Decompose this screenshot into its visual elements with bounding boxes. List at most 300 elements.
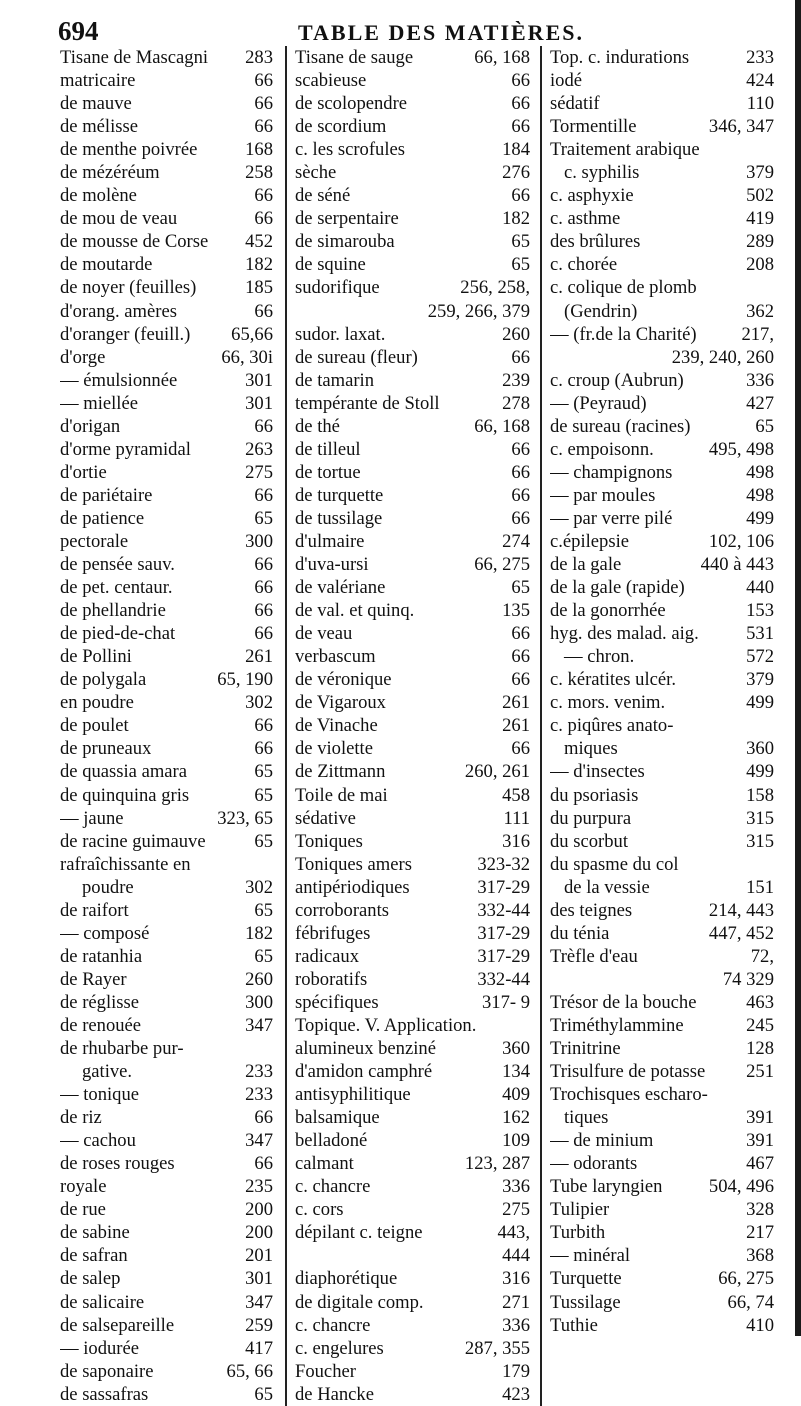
index-entry <box>295 760 530 783</box>
entry-pages: 440 à 443 <box>700 554 774 576</box>
index-entry <box>295 1314 530 1337</box>
entry-label: de mélisse <box>60 116 138 138</box>
entry-label: antipériodiques <box>295 876 410 898</box>
entry-pages: 278 <box>502 392 530 414</box>
index-entry <box>60 922 273 945</box>
entry-pages: 323, 65 <box>217 807 273 829</box>
entry-label: c. croup (Aubrun) <box>550 369 684 391</box>
entry-pages: 66 <box>511 623 530 645</box>
index-entry <box>60 991 273 1014</box>
entry-label: d'uva-ursi <box>295 554 369 576</box>
entry-pages: 302 <box>245 692 273 714</box>
entry-pages: 259 <box>245 1314 273 1336</box>
entry-label: de mézéréum <box>60 162 160 184</box>
entry-pages: 572 <box>746 646 774 668</box>
index-entry <box>60 1129 273 1152</box>
index-entry <box>550 1083 774 1106</box>
entry-label: Trinitrine <box>550 1038 621 1060</box>
entry-label: miques <box>564 738 618 760</box>
entry-pages: 317- 9 <box>481 991 530 1013</box>
index-entry <box>550 1106 774 1129</box>
entry-pages: 300 <box>245 991 273 1013</box>
index-entry <box>60 438 273 461</box>
entry-pages: 66, 275 <box>718 1268 774 1290</box>
entry-pages: 239, 240, 260 <box>671 346 774 368</box>
index-entry <box>60 1291 273 1314</box>
entry-pages: 276 <box>502 162 530 184</box>
entry-label: c.épilepsie <box>550 530 629 552</box>
entry-label: Triméthylammine <box>550 1014 684 1036</box>
index-entry <box>295 553 530 576</box>
entry-pages: 66 <box>254 715 273 737</box>
page-number: 694 <box>58 16 99 46</box>
entry-label: de quassia amara <box>60 761 187 783</box>
index-entry <box>550 300 774 323</box>
index-entry <box>295 1014 530 1037</box>
entry-label: d'origan <box>60 415 121 437</box>
page-edge-shadow <box>795 0 801 1336</box>
entry-pages: 274 <box>502 530 530 552</box>
entry-pages: 233 <box>245 1084 273 1106</box>
entry-label: — iodurée <box>60 1337 139 1359</box>
entry-pages: 66 <box>511 438 530 460</box>
index-entry <box>295 830 530 853</box>
index-entry <box>60 830 273 853</box>
index-entry <box>295 438 530 461</box>
index-entry <box>550 737 774 760</box>
entry-label: balsamique <box>295 1107 380 1129</box>
entry-label: de sureau (fleur) <box>295 346 418 368</box>
index-entry <box>550 276 774 299</box>
index-entry <box>295 1175 530 1198</box>
entry-pages: 233 <box>746 47 774 68</box>
entry-pages: 66, 275 <box>474 554 530 576</box>
index-entry <box>295 1383 530 1406</box>
index-entry <box>60 691 273 714</box>
entry-label: diaphorétique <box>295 1268 398 1290</box>
entry-label: Tulipier <box>550 1199 610 1221</box>
entry-pages: 168 <box>245 139 273 161</box>
entry-pages: 504, 496 <box>708 1176 774 1198</box>
index-entry <box>60 530 273 553</box>
entry-label: — tonique <box>60 1084 140 1106</box>
entry-label: — émulsionnée <box>60 369 178 391</box>
index-entry <box>295 1267 530 1290</box>
index-entry <box>550 346 774 369</box>
entry-label: du scorbut <box>550 830 628 852</box>
entry-pages: 346, 347 <box>708 116 774 138</box>
entry-label: tempérante de Stoll <box>295 392 440 414</box>
entry-pages: 417 <box>245 1337 273 1359</box>
entry-pages: 300 <box>245 530 273 552</box>
entry-label: — (fr.de la Charité) <box>550 323 697 345</box>
entry-label: de salep <box>60 1268 121 1290</box>
index-entry <box>295 230 530 253</box>
entry-pages: 427 <box>746 392 774 414</box>
entry-label: de saponaire <box>60 1360 154 1382</box>
entry-pages: 66 <box>511 507 530 529</box>
entry-label: de séné <box>295 185 351 207</box>
entry-label: de mauve <box>60 93 132 115</box>
entry-pages: 200 <box>245 1222 273 1244</box>
index-entry <box>550 530 774 553</box>
entry-pages: 498 <box>746 484 774 506</box>
entry-label: de menthe poivrée <box>60 139 198 161</box>
index-entry <box>295 876 530 899</box>
entry-pages: 499 <box>746 761 774 783</box>
entry-pages: 360 <box>746 738 774 760</box>
entry-label: royale <box>60 1176 107 1198</box>
entry-pages: 452 <box>245 231 273 253</box>
entry-label: de sabine <box>60 1222 130 1244</box>
index-entry <box>60 184 273 207</box>
entry-label: d'orang. amères <box>60 300 177 322</box>
entry-pages: 235 <box>245 1176 273 1198</box>
entry-label: — odorants <box>550 1153 638 1175</box>
index-entry <box>60 760 273 783</box>
entry-pages: 317-29 <box>477 922 530 944</box>
entry-label: Trochisques escharo- <box>550 1084 708 1106</box>
index-entry <box>550 253 774 276</box>
index-columns <box>60 46 796 1406</box>
index-entry <box>60 484 273 507</box>
index-entry <box>60 876 273 899</box>
index-entry <box>550 1152 774 1175</box>
entry-label: de scordium <box>295 116 387 138</box>
entry-label: en poudre <box>60 692 134 714</box>
index-entry <box>550 1198 774 1221</box>
index-entry <box>550 415 774 438</box>
index-entry <box>295 115 530 138</box>
entry-label: de quinquina gris <box>60 784 190 806</box>
index-entry <box>550 830 774 853</box>
entry-label: c. asphyxie <box>550 185 634 207</box>
entry-pages: 332-44 <box>477 968 530 990</box>
index-entry <box>550 1314 774 1337</box>
entry-label: d'amidon camphré <box>295 1061 433 1083</box>
entry-label: du psoriasis <box>550 784 639 806</box>
entry-pages: 182 <box>245 922 273 944</box>
entry-label: de Rayer <box>60 968 127 990</box>
index-entry <box>295 507 530 530</box>
entry-label: de thé <box>295 415 340 437</box>
entry-pages: 65 <box>254 945 273 967</box>
entry-pages: 66 <box>254 1107 273 1129</box>
index-entry <box>550 1244 774 1267</box>
entry-label: — d'insectes <box>550 761 645 783</box>
entry-label: de pensée sauv. <box>60 554 175 576</box>
entry-pages: 134 <box>502 1061 530 1083</box>
entry-label: corroborants <box>295 899 389 921</box>
entry-pages: 66 <box>511 646 530 668</box>
entry-label: — composé <box>60 922 150 944</box>
index-entry <box>295 1106 530 1129</box>
entry-label: c. colique de plomb <box>550 277 697 299</box>
entry-label: des brûlures <box>550 231 641 253</box>
entry-pages: 135 <box>502 600 530 622</box>
entry-pages: 498 <box>746 461 774 483</box>
entry-pages: 66 <box>254 554 273 576</box>
index-entry <box>550 945 774 968</box>
index-entry <box>295 622 530 645</box>
index-entry <box>60 1360 273 1383</box>
entry-label: de val. et quinq. <box>295 600 415 622</box>
entry-pages: 362 <box>746 300 774 322</box>
entry-pages: 332-44 <box>477 899 530 921</box>
entry-label: de Hancke <box>295 1383 374 1405</box>
index-entry <box>60 46 273 69</box>
index-entry <box>60 1037 273 1060</box>
index-entry <box>60 1106 273 1129</box>
index-entry <box>295 1129 530 1152</box>
index-entry <box>550 668 774 691</box>
entry-pages: 66 <box>511 93 530 115</box>
index-entry <box>60 945 273 968</box>
entry-label: Tube laryngien <box>550 1176 663 1198</box>
index-entry <box>295 1360 530 1383</box>
index-entry <box>295 853 530 876</box>
entry-pages: 65 <box>254 761 273 783</box>
entry-label: d'orme pyramidal <box>60 438 191 460</box>
entry-pages: 261 <box>245 646 273 668</box>
index-entry <box>60 1221 273 1244</box>
index-entry <box>60 115 273 138</box>
entry-pages: 301 <box>245 392 273 414</box>
entry-label: — de minium <box>550 1130 654 1152</box>
entry-pages: 66, 168 <box>474 415 530 437</box>
entry-pages: 259, 266, 379 <box>427 300 530 322</box>
entry-pages: 65 <box>254 830 273 852</box>
entry-pages: 66 <box>254 577 273 599</box>
index-entry <box>60 1014 273 1037</box>
entry-label: de molène <box>60 185 137 207</box>
index-entry <box>550 138 774 161</box>
index-entry <box>550 438 774 461</box>
entry-pages: 66 <box>254 300 273 322</box>
index-entry <box>295 968 530 991</box>
entry-label: de violette <box>295 738 373 760</box>
index-entry <box>295 1152 530 1175</box>
index-entry <box>295 276 530 299</box>
entry-label: Turquette <box>550 1268 622 1290</box>
entry-label: de raifort <box>60 899 129 921</box>
entry-pages: 66 <box>511 346 530 368</box>
entry-label: de tamarin <box>295 369 374 391</box>
entry-pages: 66 <box>511 738 530 760</box>
entry-pages: 263 <box>245 438 273 460</box>
index-entry <box>60 276 273 299</box>
index-entry <box>550 714 774 737</box>
index-entry <box>295 599 530 622</box>
entry-pages: 65 <box>511 254 530 276</box>
entry-pages: 336 <box>502 1314 530 1336</box>
index-entry <box>60 1175 273 1198</box>
index-entry <box>60 968 273 991</box>
entry-pages: 391 <box>746 1130 774 1152</box>
entry-pages: 287, 355 <box>464 1337 530 1359</box>
entry-pages: 66 <box>511 461 530 483</box>
entry-pages: 251 <box>746 1061 774 1083</box>
index-entry <box>295 253 530 276</box>
entry-label: Trisulfure de potasse <box>550 1061 706 1083</box>
entry-pages: 379 <box>746 669 774 691</box>
entry-label: Trésor de la bouche <box>550 991 697 1013</box>
entry-pages: 499 <box>746 507 774 529</box>
entry-label: du ténia <box>550 922 610 944</box>
entry-label: c. mors. venim. <box>550 692 666 714</box>
index-entry <box>550 1267 774 1290</box>
entry-label: de mousse de Corse <box>60 231 209 253</box>
entry-pages: 151 <box>746 876 774 898</box>
entry-pages: 409 <box>502 1084 530 1106</box>
index-entry <box>295 1198 530 1221</box>
entry-label: des teignes <box>550 899 633 921</box>
index-entry <box>295 138 530 161</box>
index-entry <box>550 92 774 115</box>
entry-pages: 458 <box>502 784 530 806</box>
entry-label: de riz <box>60 1107 102 1129</box>
entry-pages: 301 <box>245 1268 273 1290</box>
index-entry <box>60 1198 273 1221</box>
entry-label: de serpentaire <box>295 208 399 230</box>
entry-pages: 379 <box>746 162 774 184</box>
entry-label: de pariétaire <box>60 484 153 506</box>
entry-label: Foucher <box>295 1360 356 1382</box>
entry-pages: 256, 258, <box>460 277 530 299</box>
entry-label: de valériane <box>295 577 386 599</box>
entry-pages: 260, 261 <box>464 761 530 783</box>
entry-label: de scolopendre <box>295 93 408 115</box>
index-entry <box>550 576 774 599</box>
entry-pages: 440 <box>746 577 774 599</box>
entry-label: c. les scrofules <box>295 139 405 161</box>
entry-label: Toniques <box>295 830 363 852</box>
entry-pages: 317-29 <box>477 945 530 967</box>
index-entry <box>550 161 774 184</box>
index-entry <box>295 530 530 553</box>
entry-label: d'ortie <box>60 461 107 483</box>
entry-label: iodé <box>550 70 583 92</box>
index-entry <box>295 415 530 438</box>
entry-pages: 65 <box>755 415 774 437</box>
index-entry <box>60 507 273 530</box>
entry-pages: 260 <box>245 968 273 990</box>
index-entry <box>295 576 530 599</box>
entry-pages: 419 <box>746 208 774 230</box>
entry-pages: 315 <box>746 830 774 852</box>
entry-pages: 201 <box>245 1245 273 1267</box>
index-entry <box>60 784 273 807</box>
entry-pages: 65, 190 <box>217 669 273 691</box>
index-entry <box>60 323 273 346</box>
entry-label: de phellandrie <box>60 600 166 622</box>
index-entry <box>295 784 530 807</box>
entry-pages: 317-29 <box>477 876 530 898</box>
entry-label: Tormentille <box>550 116 637 138</box>
index-entry <box>295 737 530 760</box>
index-entry <box>550 876 774 899</box>
entry-pages: 66 <box>254 185 273 207</box>
entry-pages: 65, 66 <box>226 1360 273 1382</box>
entry-pages: 66 <box>254 484 273 506</box>
index-entry <box>60 714 273 737</box>
entry-label: de la gale (rapide) <box>550 577 685 599</box>
entry-pages: 467 <box>746 1153 774 1175</box>
index-entry <box>60 599 273 622</box>
index-entry <box>60 668 273 691</box>
entry-pages: 347 <box>245 1014 273 1036</box>
index-entry <box>550 599 774 622</box>
entry-label: de sassafras <box>60 1383 149 1405</box>
index-entry <box>550 323 774 346</box>
index-entry <box>60 576 273 599</box>
index-entry <box>550 115 774 138</box>
entry-pages: 123, 287 <box>464 1153 530 1175</box>
index-entry <box>295 668 530 691</box>
index-entry <box>550 369 774 392</box>
entry-pages: 66 <box>254 70 273 92</box>
entry-label: c. empoisonn. <box>550 438 654 460</box>
index-entry <box>295 369 530 392</box>
entry-pages: 289 <box>746 231 774 253</box>
index-entry <box>295 991 530 1014</box>
index-entry <box>295 161 530 184</box>
entry-pages: 217, <box>741 323 774 345</box>
index-entry <box>60 1337 273 1360</box>
entry-pages: 72, <box>750 945 774 967</box>
index-entry <box>295 461 530 484</box>
entry-label: Toile de mai <box>295 784 388 806</box>
entry-pages: 360 <box>502 1038 530 1060</box>
entry-label: sudorifique <box>295 277 380 299</box>
entry-pages: 208 <box>746 254 774 276</box>
entry-pages: 347 <box>245 1291 273 1313</box>
index-entry <box>60 207 273 230</box>
entry-label: alumineux benziné <box>295 1038 436 1060</box>
index-entry <box>550 392 774 415</box>
index-entry <box>295 714 530 737</box>
index-entry <box>550 1060 774 1083</box>
index-entry <box>295 300 530 323</box>
index-entry <box>60 899 273 922</box>
entry-label: de noyer (feuilles) <box>60 277 197 299</box>
entry-label: c. chorée <box>550 254 618 276</box>
index-entry <box>550 1014 774 1037</box>
entry-label: de veau <box>295 623 353 645</box>
entry-label: de véronique <box>295 669 392 691</box>
entry-label: de Vinache <box>295 715 378 737</box>
entry-label: Turbith <box>550 1222 606 1244</box>
index-entry <box>550 184 774 207</box>
index-entry <box>295 92 530 115</box>
entry-pages: 444 <box>502 1245 530 1267</box>
entry-pages: 102, 106 <box>708 530 774 552</box>
entry-label: hyg. des malad. aig. <box>550 623 699 645</box>
index-entry <box>550 853 774 876</box>
entry-label: d'orge <box>60 346 106 368</box>
entry-label: — cachou <box>60 1130 136 1152</box>
entry-label: radicaux <box>295 945 360 967</box>
index-entry <box>550 46 774 69</box>
entry-label: de patience <box>60 507 145 529</box>
index-column-2 <box>285 46 542 1406</box>
index-entry <box>295 807 530 830</box>
entry-label: (Gendrin) <box>564 300 638 322</box>
entry-label: — par verre pilé <box>550 507 673 529</box>
entry-pages: 391 <box>746 1107 774 1129</box>
entry-pages: 423 <box>502 1383 530 1405</box>
index-entry <box>295 484 530 507</box>
